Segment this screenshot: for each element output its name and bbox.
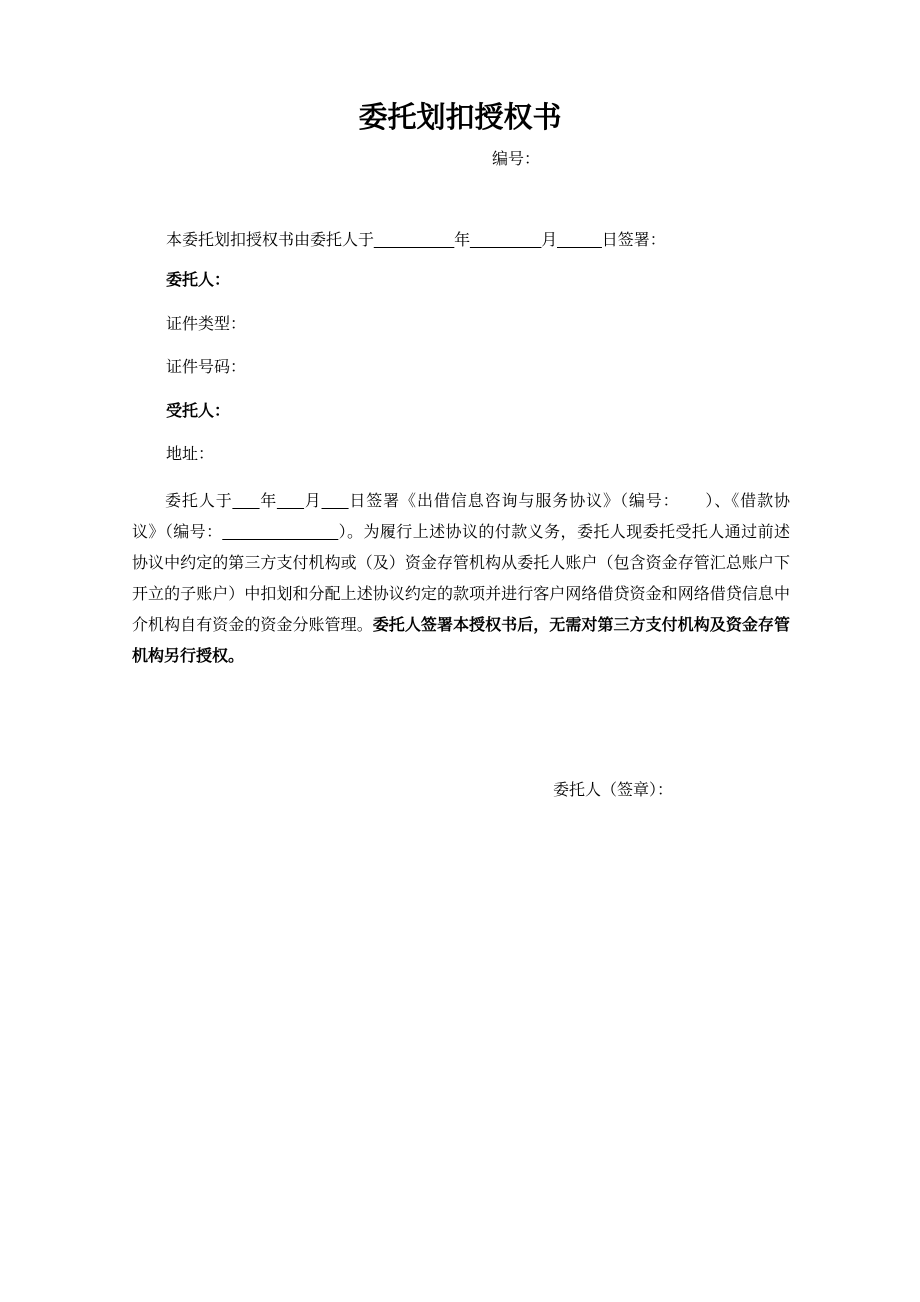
body-line	[132, 579, 790, 610]
body-line	[132, 610, 790, 641]
intro-paragraph: 本委托划扣授权书由委托人于_________年________月_____日签署：	[166, 232, 666, 249]
body-line	[132, 548, 790, 579]
field-label: 证件类型：	[166, 315, 247, 333]
body-paragraph	[132, 486, 790, 672]
field-label: 委托人：	[166, 272, 231, 289]
body-text: 开立的子账户）中扣划和分配上述协议约定的款项并进行客户网络借贷资金和网络借贷信息中	[132, 586, 790, 603]
body-line	[132, 517, 790, 548]
field-label: 受托人：	[166, 402, 231, 420]
field-label: 证件号码：	[166, 359, 247, 376]
body-text-bold: 委托人签署本授权书后，无需对第三方支付机构及资金存管	[372, 617, 790, 634]
field-label: 地址：	[166, 446, 215, 463]
body-line	[132, 641, 790, 672]
signature-label: 委托人（签章）：	[553, 782, 674, 799]
body-line	[132, 486, 790, 517]
page-title: 委托划扣授权书	[358, 102, 562, 134]
body-text-bold: 机构另行授权。	[132, 648, 245, 665]
body-text: 协议中约定的第三方支付机构或（及）资金存管机构从委托人账户（包含资金存管汇总账户下	[132, 555, 790, 572]
body-text: 介机构自有资金的资金分账管理。	[132, 617, 373, 634]
body-text: 议》（编号：_____________）。为履行上述协议的付款义务，委托人现委托受托人通过前述	[132, 524, 790, 541]
field-label-list	[166, 271, 766, 489]
body-text: 委托人于___年___月___日签署《出借信息咨询与服务协议》（编号： ）、《借款协	[165, 493, 790, 510]
doc-number-label: 编号：	[492, 151, 541, 168]
